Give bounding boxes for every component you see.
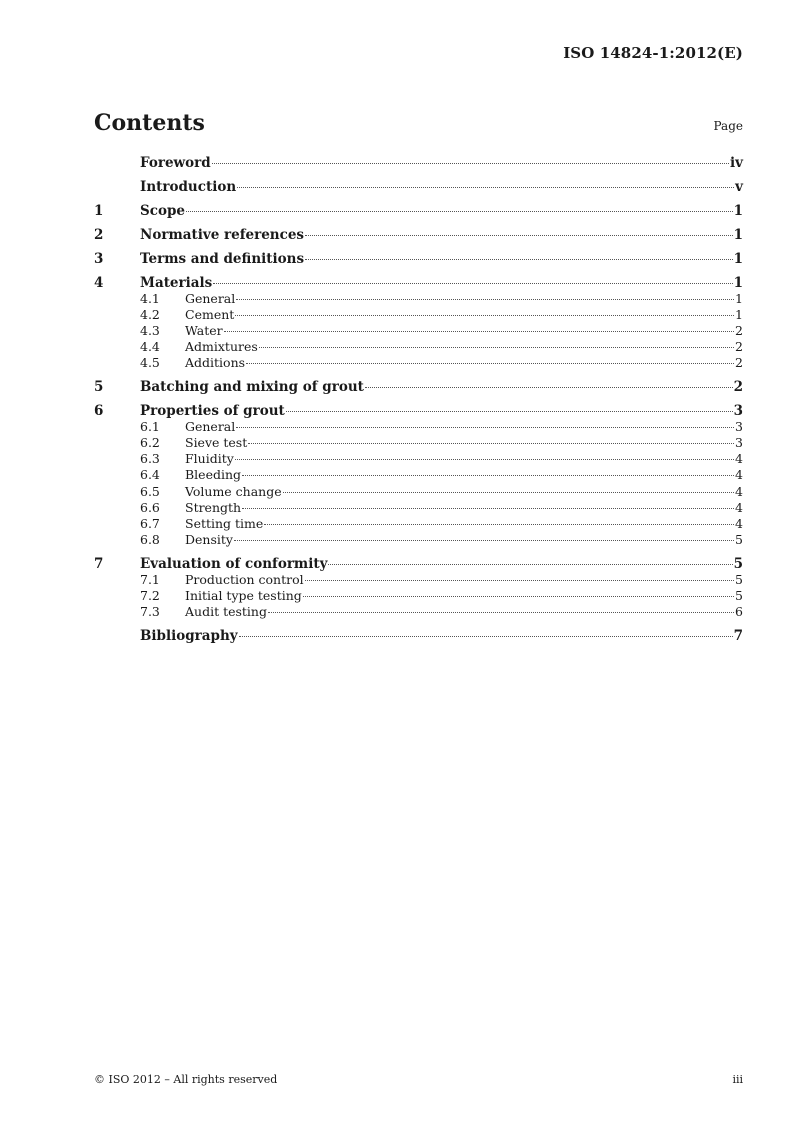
dot-leader [235, 458, 734, 460]
toc-subentry[interactable] [94, 588, 743, 603]
dot-leader [303, 595, 734, 597]
dot-leader [224, 330, 734, 332]
toc-subentry[interactable] [94, 435, 743, 450]
toc-entry-page: 1 [733, 227, 743, 243]
toc-entry-number: 6.4 [140, 467, 160, 483]
toc-entry-page: 3 [735, 418, 743, 434]
toc-subentry[interactable] [94, 419, 743, 434]
toc-entry-number: 6.7 [140, 516, 160, 531]
toc-subentry[interactable] [94, 291, 743, 306]
toc-entry[interactable] [94, 155, 743, 171]
toc-entry[interactable] [94, 227, 743, 243]
toc-entry[interactable] [94, 179, 743, 195]
toc-entry-title: Bleeding [185, 467, 242, 483]
dot-leader [212, 162, 729, 164]
dot-leader [242, 507, 734, 509]
toc-subentry[interactable] [94, 355, 743, 370]
dot-leader [239, 635, 733, 637]
toc-entry-title: Introduction [140, 179, 237, 195]
toc-entry-page: 2 [735, 322, 743, 338]
toc-entry-title: Properties of grout [140, 403, 285, 420]
toc-subentry[interactable] [94, 339, 743, 354]
dot-leader [305, 579, 734, 581]
toc-entry-title: Audit testing [185, 604, 267, 620]
toc-subentry[interactable] [94, 604, 743, 619]
dot-leader [248, 442, 734, 444]
toc-entry-number: 6.3 [140, 451, 160, 467]
toc-entry-page: 5 [735, 587, 743, 603]
toc-entry-title: Strength [185, 499, 242, 515]
toc-entry-number: 7 [94, 556, 104, 573]
toc-entry-page: 3 [735, 435, 743, 450]
toc-subentry[interactable] [94, 307, 743, 322]
toc-entry-number: 6.1 [140, 418, 160, 434]
standard-designation: ISO 14824-1:2012(E) [563, 44, 743, 62]
toc-entry-title: Foreword [140, 155, 211, 171]
dot-leader [268, 611, 734, 613]
toc-entry-number: 1 [94, 203, 104, 219]
toc-subentry[interactable] [94, 516, 743, 531]
dot-leader [259, 346, 734, 348]
toc-entry-title: Scope [140, 203, 186, 219]
toc-entry-number: 6.8 [140, 532, 160, 548]
dot-leader [283, 491, 734, 493]
toc-entry-title: Normative references [140, 227, 305, 243]
toc-entry-page: 2 [735, 339, 743, 355]
toc-entry-title: Admixtures [185, 339, 258, 355]
toc-entry-page: 4 [735, 499, 743, 515]
toc-entry-title: Bibliography [140, 628, 238, 645]
toc-entry-title: Volume change [185, 483, 282, 499]
toc-entry-number: 6.6 [140, 499, 160, 515]
toc-entry-page: 4 [735, 516, 743, 531]
toc-entry-page: 3 [733, 403, 743, 420]
toc-entry-number: 4.5 [140, 355, 160, 371]
dot-leader [234, 539, 734, 541]
toc-entry-number: 6 [94, 403, 104, 420]
toc-entry-number: 6.2 [140, 435, 160, 450]
toc-subentry[interactable] [94, 484, 743, 499]
toc-entry-title: Water [185, 322, 223, 338]
toc-entry-number: 4.2 [140, 306, 160, 322]
toc-entry-number: 4 [94, 275, 104, 291]
toc-entry-title: Production control [185, 571, 304, 587]
page-number: iii [732, 1073, 743, 1086]
toc-subentry[interactable] [94, 572, 743, 587]
toc-entry-page: 6 [735, 604, 743, 620]
toc-entry-page: 5 [735, 571, 743, 587]
toc-entry-number: 7.3 [140, 604, 160, 620]
toc-entry[interactable] [94, 251, 743, 267]
page-title: Contents [94, 110, 205, 136]
toc-entry-page: 4 [735, 451, 743, 467]
dot-leader [305, 234, 733, 236]
toc-entry-number: 2 [94, 227, 104, 243]
page-column-label: Page [713, 119, 743, 133]
toc-entry-number: 4.3 [140, 322, 160, 338]
dot-leader [328, 563, 732, 565]
toc-entry-title: Initial type testing [185, 587, 302, 603]
toc-entry-page: 2 [733, 379, 743, 396]
toc-entry-number: 4.1 [140, 290, 160, 306]
toc-subentry[interactable] [94, 323, 743, 338]
toc-entry-page: 1 [735, 290, 743, 306]
toc-entry-title: Batching and mixing of grout [140, 379, 364, 396]
dot-leader [237, 186, 734, 188]
toc-subentry[interactable] [94, 500, 743, 515]
toc-entry-title: Density [185, 532, 233, 548]
toc-entry-number: 3 [94, 251, 104, 267]
toc-entry-title: Sieve test [185, 435, 248, 450]
toc-subentry[interactable] [94, 532, 743, 547]
toc-entry-number: 6.5 [140, 483, 160, 499]
dot-leader [286, 410, 733, 412]
dot-leader [186, 210, 733, 212]
toc-entry-title: General [185, 418, 236, 434]
toc-entry-page: 4 [735, 467, 743, 483]
contents-heading-row [94, 110, 743, 140]
toc-subentry[interactable] [94, 467, 743, 482]
toc-entry[interactable] [94, 556, 743, 572]
dot-leader [235, 314, 734, 316]
toc-entry-page: 4 [735, 483, 743, 499]
toc-entry-title: Additions [185, 355, 246, 371]
toc-entry[interactable] [94, 203, 743, 219]
toc-entry-page: iv [730, 155, 743, 171]
toc-entry-number: 7.2 [140, 587, 160, 603]
toc-entry-page: 5 [735, 532, 743, 548]
toc-entry-title: General [185, 290, 236, 306]
toc-entry-page: 2 [735, 355, 743, 371]
toc-entry-title: Cement [185, 306, 235, 322]
toc-entry-page: v [735, 179, 743, 195]
toc-entry-title: Evaluation of conformity [140, 556, 328, 573]
copyright-notice: © ISO 2012 – All rights reserved [94, 1073, 278, 1086]
dot-leader [236, 426, 734, 428]
toc-entry-page: 7 [733, 628, 743, 645]
dot-leader [246, 362, 734, 364]
toc-entry-title: Terms and definitions [140, 251, 305, 267]
dot-leader [242, 474, 734, 476]
toc-entry-number: 4.4 [140, 339, 160, 355]
toc-entry[interactable] [94, 275, 743, 291]
toc-entry-number: 5 [94, 379, 104, 396]
toc-entry-page: 1 [733, 275, 743, 291]
toc-entry-title: Materials [140, 275, 213, 291]
toc-entry-page: 1 [733, 203, 743, 219]
dot-leader [213, 282, 732, 284]
toc-entry-title: Fluidity [185, 451, 234, 467]
toc-entry[interactable] [94, 379, 743, 395]
toc-entry-page: 5 [733, 556, 743, 573]
dot-leader [236, 298, 734, 300]
toc-subentry[interactable] [94, 451, 743, 466]
dot-leader [305, 258, 733, 260]
toc-entry-number: 7.1 [140, 571, 160, 587]
toc-entry-page: 1 [735, 306, 743, 322]
toc-entry-title: Setting time [185, 516, 264, 531]
dot-leader [365, 386, 733, 388]
toc-entry[interactable] [94, 403, 743, 419]
dot-leader [264, 523, 734, 525]
toc-entry[interactable] [94, 628, 743, 644]
toc-entry-page: 1 [733, 251, 743, 267]
